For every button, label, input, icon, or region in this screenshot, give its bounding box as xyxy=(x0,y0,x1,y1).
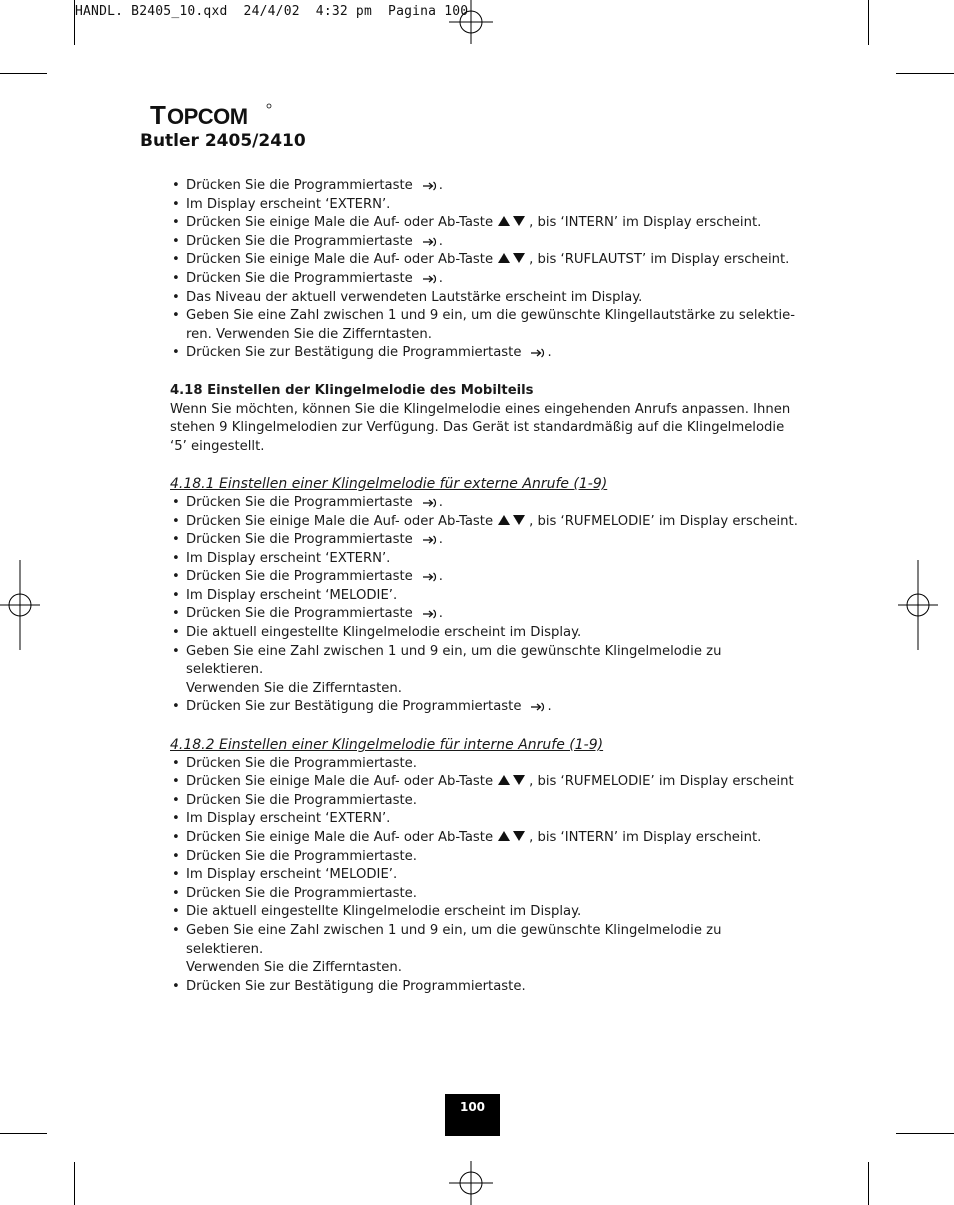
list-item-text: Im Display erscheint ‘EXTERN’. xyxy=(186,550,391,566)
list-item xyxy=(170,885,800,904)
list-item-text: Im Display erscheint ‘MELODIE’. xyxy=(186,587,398,603)
list-item-text: Drücken Sie einige Male die Auf- oder Ab-Taste xyxy=(186,830,494,845)
list-item-text: ren. Verwenden Sie die Zifferntasten. xyxy=(186,326,432,342)
crop-mark xyxy=(868,1162,869,1205)
paragraph-line: ‘5’ eingestellt. xyxy=(170,438,265,454)
list-item-text: Drücken Sie die Programmiertaste xyxy=(186,532,413,548)
print-slug: HANDL. B2405_10.qxd 24/4/02 4:32 pm Pagina 100 xyxy=(75,4,469,19)
list-item-text: Das Niveau der aktuell verwendeten Lautstärke erscheint im Display. xyxy=(186,289,643,305)
page-number: 100 xyxy=(445,1094,500,1136)
enter-icon xyxy=(421,180,437,192)
list-item-suffix: . xyxy=(438,178,443,193)
list-item-suffix: . xyxy=(438,606,443,622)
list-item-suffix: . xyxy=(547,345,552,361)
list-item-text: Drücken Sie die Programmiertaste xyxy=(186,270,413,286)
registration-mark-icon xyxy=(898,560,938,650)
registration-mark-icon xyxy=(449,0,493,44)
crop-mark xyxy=(0,1133,47,1134)
document-body xyxy=(170,177,800,996)
list-item xyxy=(170,866,800,885)
list-item xyxy=(170,829,800,848)
list-item xyxy=(170,344,800,363)
list-item-suffix: . xyxy=(438,569,443,585)
intro-list xyxy=(170,177,800,363)
list-item-suffix: . xyxy=(438,532,443,548)
list-item-text: Drücken Sie die Programmiertaste xyxy=(186,178,413,193)
list-item-text: Verwenden Sie die Zifferntasten. xyxy=(186,680,402,696)
section-title: 4.18 Einstellen der Klingelmelodie des Mobilteils xyxy=(170,382,534,398)
up-down-arrows-icon xyxy=(497,215,527,227)
section-text xyxy=(170,401,800,457)
list-item-text: Drücken Sie zur Bestätigung die Programmiertaste. xyxy=(186,978,526,994)
list-item xyxy=(170,624,800,643)
list-item xyxy=(170,550,800,569)
list-item-text: Die aktuell eingestellte Klingelmelodie erscheint im Display. xyxy=(186,904,582,920)
list-item xyxy=(170,680,800,699)
list-item xyxy=(170,922,800,959)
list-item xyxy=(170,251,800,270)
list-item xyxy=(170,903,800,922)
list-item-text: Drücken Sie die Programmiertaste xyxy=(186,494,413,510)
model-title: Butler 2405/2410 xyxy=(140,131,306,151)
list-item-suffix: . xyxy=(438,270,443,286)
list-item-text: Drücken Sie die Programmiertaste xyxy=(186,606,413,622)
up-down-arrows-icon xyxy=(497,514,527,526)
enter-icon xyxy=(529,347,545,359)
list-item-text: Drücken Sie zur Bestätigung die Programmiertaste xyxy=(186,699,522,715)
internal-steps-list xyxy=(170,755,800,997)
list-item xyxy=(170,214,800,233)
list-item xyxy=(170,848,800,867)
list-item xyxy=(170,587,800,606)
list-item-suffix: , bis ‘RUFLAUTST’ im Display erscheint. xyxy=(529,252,790,268)
list-item-suffix: , bis ‘RUFMELODIE’ im Display erscheint xyxy=(529,774,794,790)
subsection-title-external: 4.18.1 Einstellen einer Klingelmelodie für externe Anrufe (1-9) xyxy=(170,476,608,493)
list-item xyxy=(170,810,800,829)
list-item xyxy=(170,494,800,513)
list-item xyxy=(170,792,800,811)
list-item xyxy=(170,568,800,587)
enter-icon xyxy=(529,701,545,713)
list-item xyxy=(170,307,800,326)
list-item xyxy=(170,177,800,196)
list-item-suffix: , bis ‘INTERN’ im Display erscheint. xyxy=(529,830,762,845)
list-item-text: Die aktuell eingestellte Klingelmelodie erscheint im Display. xyxy=(186,625,582,641)
paragraph-line: stehen 9 Klingelmelodien zur Verfügung. Das Gerät ist standardmäßig auf die Klingelmelodie xyxy=(170,420,785,436)
list-item-text: Drücken Sie einige Male die Auf- oder Ab-Taste xyxy=(186,252,494,268)
up-down-arrows-icon xyxy=(497,252,527,264)
list-item-text: Drücken Sie einige Male die Auf- oder Ab-Taste xyxy=(186,215,494,231)
list-item xyxy=(170,326,800,345)
list-item-text: Im Display erscheint ‘EXTERN’. xyxy=(186,811,391,827)
list-item xyxy=(170,513,800,532)
list-item-text: Im Display erscheint ‘MELODIE’. xyxy=(186,867,398,883)
list-item-suffix: . xyxy=(438,494,443,510)
list-item-text: Im Display erscheint ‘EXTERN’. xyxy=(186,196,391,212)
crop-mark xyxy=(896,1133,954,1134)
list-item-text: Verwenden Sie die Zifferntasten. xyxy=(186,960,402,976)
list-item-text: Drücken Sie einige Male die Auf- oder Ab-Taste xyxy=(186,513,494,529)
up-down-arrows-icon xyxy=(497,774,527,786)
list-item xyxy=(170,605,800,624)
external-steps-list xyxy=(170,494,800,717)
list-item xyxy=(170,289,800,308)
list-item-text: Drücken Sie die Programmiertaste xyxy=(186,569,413,585)
list-item-text: Geben Sie eine Zahl zwischen 1 und 9 ein, um die gewünschte Klingelmelodie zu selektieren. xyxy=(186,922,722,957)
paragraph-line: Wenn Sie möchten, können Sie die Klingelmelodie eines eingehenden Anrufs anpassen. Ihnen xyxy=(170,401,791,417)
crop-mark xyxy=(74,1162,75,1205)
list-item-text: Geben Sie eine Zahl zwischen 1 und 9 ein, um die gewünschte Klingellautstärke zu selektie- xyxy=(186,308,795,324)
list-item xyxy=(170,233,800,252)
list-item xyxy=(170,643,800,680)
enter-icon xyxy=(421,497,437,509)
list-item xyxy=(170,270,800,289)
up-down-arrows-icon xyxy=(497,830,527,842)
list-item xyxy=(170,698,800,717)
list-item-suffix: . xyxy=(547,699,552,715)
svg-text:T: T xyxy=(150,100,166,128)
crop-mark xyxy=(0,73,47,74)
list-item xyxy=(170,755,800,774)
enter-icon xyxy=(421,608,437,620)
list-item xyxy=(170,773,800,792)
list-item-text: Geben Sie eine Zahl zwischen 1 und 9 ein, um die gewünschte Klingelmelodie zu selektieren. xyxy=(186,643,722,678)
list-item xyxy=(170,978,800,997)
list-item xyxy=(170,959,800,978)
enter-icon xyxy=(421,236,437,248)
list-item-text: Drücken Sie die Programmiertaste. xyxy=(186,792,417,808)
list-item-text: Drücken Sie die Programmiertaste. xyxy=(186,885,417,901)
list-item xyxy=(170,196,800,215)
registration-mark-icon xyxy=(449,1161,493,1205)
crop-mark xyxy=(896,73,954,74)
crop-mark xyxy=(868,0,869,45)
list-item xyxy=(170,531,800,550)
enter-icon xyxy=(421,571,437,583)
list-item-suffix: , bis ‘INTERN’ im Display erscheint. xyxy=(529,215,762,231)
list-item-text: Drücken Sie die Programmiertaste xyxy=(186,233,413,249)
list-item-text: Drücken Sie die Programmiertaste. xyxy=(186,848,417,864)
enter-icon xyxy=(421,273,437,285)
topcom-logo xyxy=(150,100,272,128)
list-item-suffix: , bis ‘RUFMELODIE’ im Display erscheint. xyxy=(529,513,798,529)
list-item-text: Drücken Sie einige Male die Auf- oder Ab-Taste xyxy=(186,774,494,790)
list-item-text: Drücken Sie die Programmiertaste. xyxy=(186,755,417,771)
crop-mark xyxy=(74,0,75,45)
list-item-text: Drücken Sie zur Bestätigung die Programmiertaste xyxy=(186,345,522,361)
list-item-suffix: . xyxy=(438,233,443,249)
svg-text:OPCOM: OPCOM xyxy=(167,104,248,128)
subsection-title-internal: 4.18.2 Einstellen einer Klingelmelodie für interne Anrufe (1-9) xyxy=(170,737,604,754)
registration-mark-icon xyxy=(0,560,40,650)
enter-icon xyxy=(421,534,437,546)
